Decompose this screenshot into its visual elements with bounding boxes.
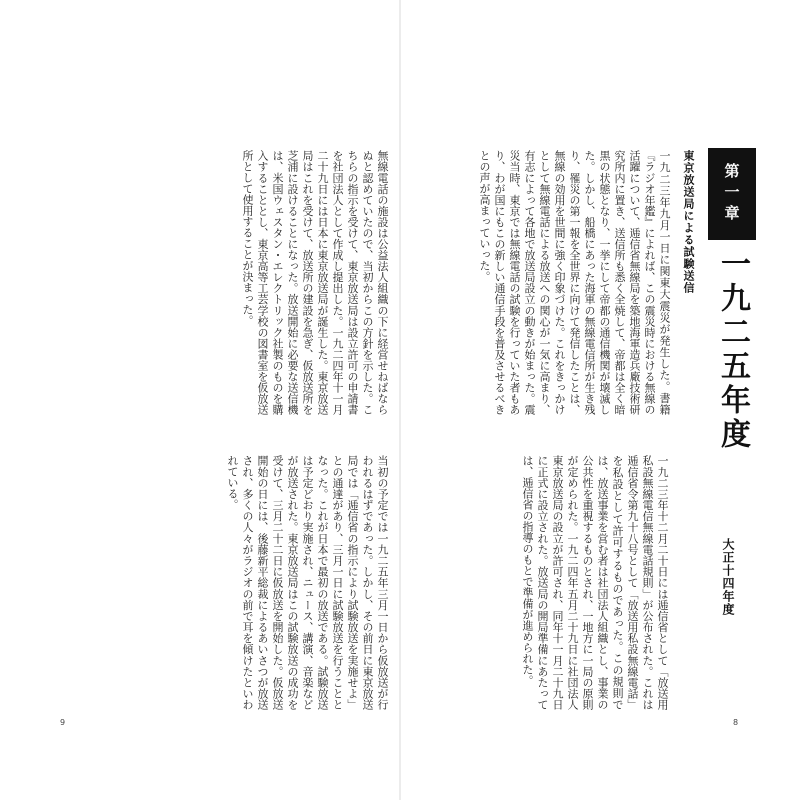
gutter — [399, 0, 401, 800]
chapter-label: 第一章 — [708, 148, 756, 240]
page-number-left: 9 — [60, 718, 66, 727]
chapter-title: 一九二五年度 — [715, 248, 750, 452]
body-text-left-lower: 当初の予定では一九二五年三月一日から仮放送が行われるはずであった。しかし、その前日に東京放送局では「逓信省の指示により試験放送を実施せよ」との通達があり、三月一日に試験放送を行うこととなった。これが日本で最初の放送である。試験放送は予定どおり実施され、ニュース、講演、音楽などが放送された。東京放送局はこの試験放送の成功を受けて、三月二十二日に仮放送を開始した。仮放送開始の日には、後藤新平総裁によるあいさつが放送され、多くの人々がラジオの前で耳を傾けたといわれている。 — [226, 455, 389, 710]
page-number-right: 8 — [733, 718, 739, 727]
section-heading: 東京放送局による試験送信 — [682, 150, 695, 294]
body-text-right-lower: 一九二三年十二月二十日には逓信省として「放送用私設無線電信無線電話規則」が公布された。これは逓信省令第九十八号として「放送用私設無線電話」を私設として許可するものであった。この規則では、放送事業を営む者は社団法人組織とし、事業の公共性を重視するものとされ、一地方に一局の原則が定められた。一九二四年五月二十九日に社団法人東京放送局の設立が許可され、同年十一月二十九日に正式に設立された。放送局の開局準備にあたっては、逓信省の指導のもとで準備が進められた。 — [521, 455, 669, 710]
era-label: 大正十四年度 — [721, 538, 735, 616]
body-text-left-upper: 無線電話の施設は公益法人組織の下に経営せねばならぬと認めていたので、当初からこの方針を示した。こちらの指示を受けて、東京放送局は設立許可の申請書を社団法人として作成し提出した。一九二四年十一月二十九日には日本に東京放送局が誕生した。東京放送局はこれを受けて、放送所の建設を急ぎ、仮放送所を芝浦に設けることになった。放送開始に必要な送信機は、米国ウェスタン・エレクトリック社製のものを購入することとし、東京高等工芸学校の図書室を仮放送所として使用することが決まった。 — [241, 150, 389, 415]
body-text-right-upper: 一九二三年九月一日に関東大震災が発生した。書籍『ラジオ年鑑』によれば、この震災時における無線の活躍について、逓信省無線局を築地海軍造兵廠技術研究所内に置き、送信所も悉く全焼して、帝都は全く暗黒の状態となり、一挙にして帝都の通信機関が壊滅した。しかし、船橋にあった海軍の無線電信所が生き残り、罹災の第一報を全世界に向けて発信したことは、無線の効用を世間に強く印象づけた。これをきっかけとして無線電話による放送への関心が一気に高まり、有志によって各地で放送局設立の動きが始まった。震災当時、東京では無線電話の試験を行っていた者もあり、わが国にもこの新しい通信手段を普及させるべきとの声が高まっていった。 — [478, 150, 671, 415]
chapter-header — [708, 148, 756, 466]
